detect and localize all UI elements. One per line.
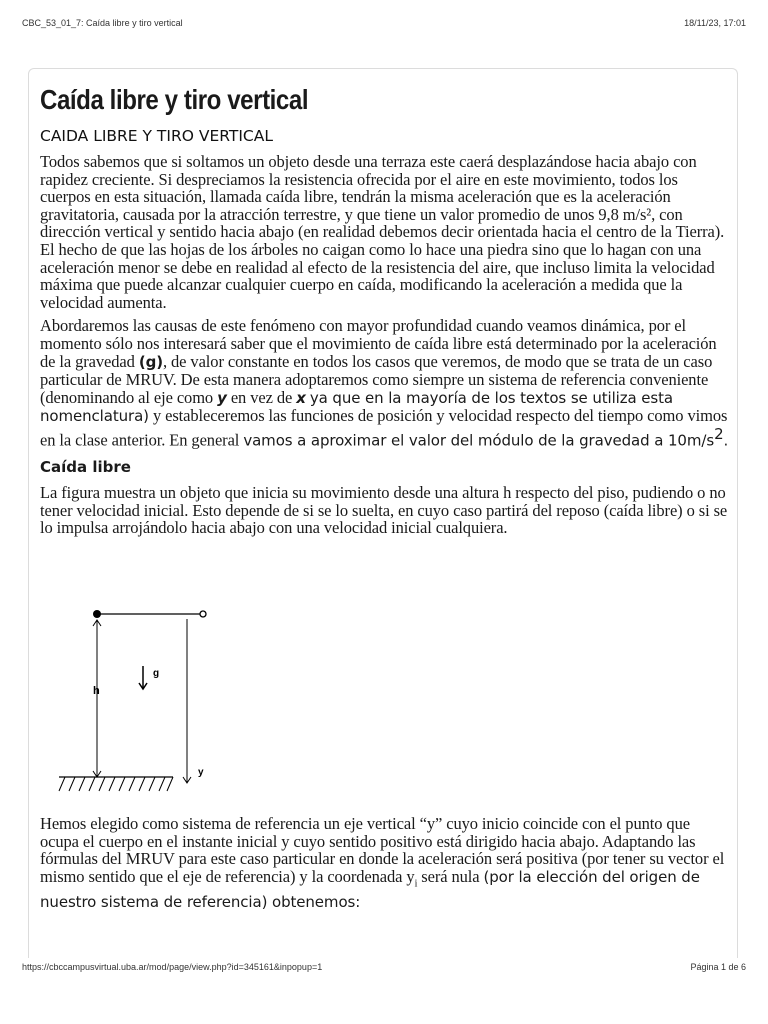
label-h: h: [93, 685, 100, 697]
document-title: CBC_53_01_7: Caída libre y tiro vertical: [22, 18, 183, 28]
p2-text-e: y estableceremos las funciones de posición y velocidad respecto del tiempo como vimos en la clase anterior. En general: [40, 406, 728, 450]
section-title: Caída libre: [40, 458, 131, 476]
x-symbol: x: [296, 388, 306, 407]
g-symbol: (g): [138, 352, 163, 371]
label-y: y: [198, 767, 204, 778]
paragraph-gravity: [40, 317, 730, 450]
page-title: Caída libre y tiro vertical: [40, 84, 309, 115]
label-g: g: [153, 668, 160, 679]
page-subtitle: CAIDA LIBRE Y TIRO VERTICAL: [40, 127, 273, 145]
y-symbol: y: [217, 388, 227, 407]
page-number: Página 1 de 6: [690, 962, 746, 972]
reference-system-section: [40, 809, 730, 911]
ground-hatching: [59, 777, 173, 791]
p2-text-b: , de valor constante en todos los casos que veremos, de modo que se trata de un caso particular de MRUV. De esta manera adoptaremos como siempre un sistema de referencia conveniente (denominando al eje como: [40, 351, 713, 407]
p2-text-d: ya que en la mayoría de los textos se utiliza esta nomenclatura): [40, 388, 673, 426]
print-datetime: 18/11/23, 17:01: [684, 18, 746, 28]
p2-text-a: Abordaremos las causas de este fenómeno con mayor profundidad cuando veamos dinámica, por el momento sólo nos interesará saber que el movimiento de caída libre está determinado por la aceleración de la gravedad: [40, 316, 717, 371]
p2-text-f: vamos a aproximar el valor del módulo de la gravedad a 10m/s: [243, 431, 715, 450]
page-url[interactable]: https://cbccampusvirtual.uba.ar/mod/page/view.php?id=345161&inpopup=1: [22, 962, 323, 972]
paragraph-figure-intro: La figura muestra un objeto que inicia su movimiento desde una altura h respecto del piso, pudiendo o no tener velocidad inicial. Esto depende de si se lo suelta, en cuyo caso partirá del reposo (caída libre) o si se lo impulsa arrojándolo hacia abajo con una velocidad inicial cualquiera.: [40, 483, 728, 538]
paragraph-intro: Todos sabemos que si soltamos un objeto desde una terraza este caerá desplazándose hacia abajo con rapidez creciente. Si despreciamos la resistencia ofrecida por el aire en este movimiento, todos los cuerpos en esta situación, llamada caída libre, tendrán la misma aceleración que es la aceleración gravitatoria, causada por la atracción terrestre, y que tiene un valor promedio de unos 9,8 m/s², con dirección vertical y sentido hacia abajo (en realidad debemos decir orientada hacia el centro de la Tierra). El hecho de que las hojas de los árboles no caigan como lo hace una piedra sino que lo hagan con una aceleración menor se debe en realidad al efecto de la resistencia del aire, que incluso limita la velocidad máxima que puede alcanzar cualquier cuerpo en caída, modificando la aceleración a medida que la velocidad aumenta.: [40, 152, 725, 312]
content-card: [28, 68, 738, 958]
origin-marker: [200, 611, 206, 617]
p4-text-b: será nula: [417, 866, 484, 886]
paragraph-reference-system: [40, 815, 730, 911]
p4-text-c: (por la elección del origen de nuestro sistema de referencia) obtenemos:: [40, 867, 700, 911]
page-content: [40, 81, 730, 537]
yi-symbol: y: [406, 866, 415, 886]
p4-text-a: Hemos elegido como sistema de referencia un eje vertical “y” cuyo inicio coincide con el punto que ocupa el cuerpo en el instante inicial y cuyo sentido positivo está dirigido hacia abajo. Adaptando las fórmulas del MRUV para este caso particular en donde la aceleración será positiva (por tener su vector el mismo sentido que el eje de referencia) y la coordenada: [40, 814, 725, 886]
p2-text-c: en vez de: [226, 387, 297, 407]
print-footer: [22, 962, 746, 976]
falling-object: [93, 610, 101, 618]
free-fall-diagram: [41, 599, 241, 799]
print-header: [22, 18, 746, 32]
label-origin: 0: [201, 619, 202, 620]
exponent: 2: [714, 424, 724, 443]
free-fall-figure: [41, 599, 241, 799]
yi-subscript: i: [414, 878, 418, 890]
p2-end: .: [723, 431, 729, 450]
